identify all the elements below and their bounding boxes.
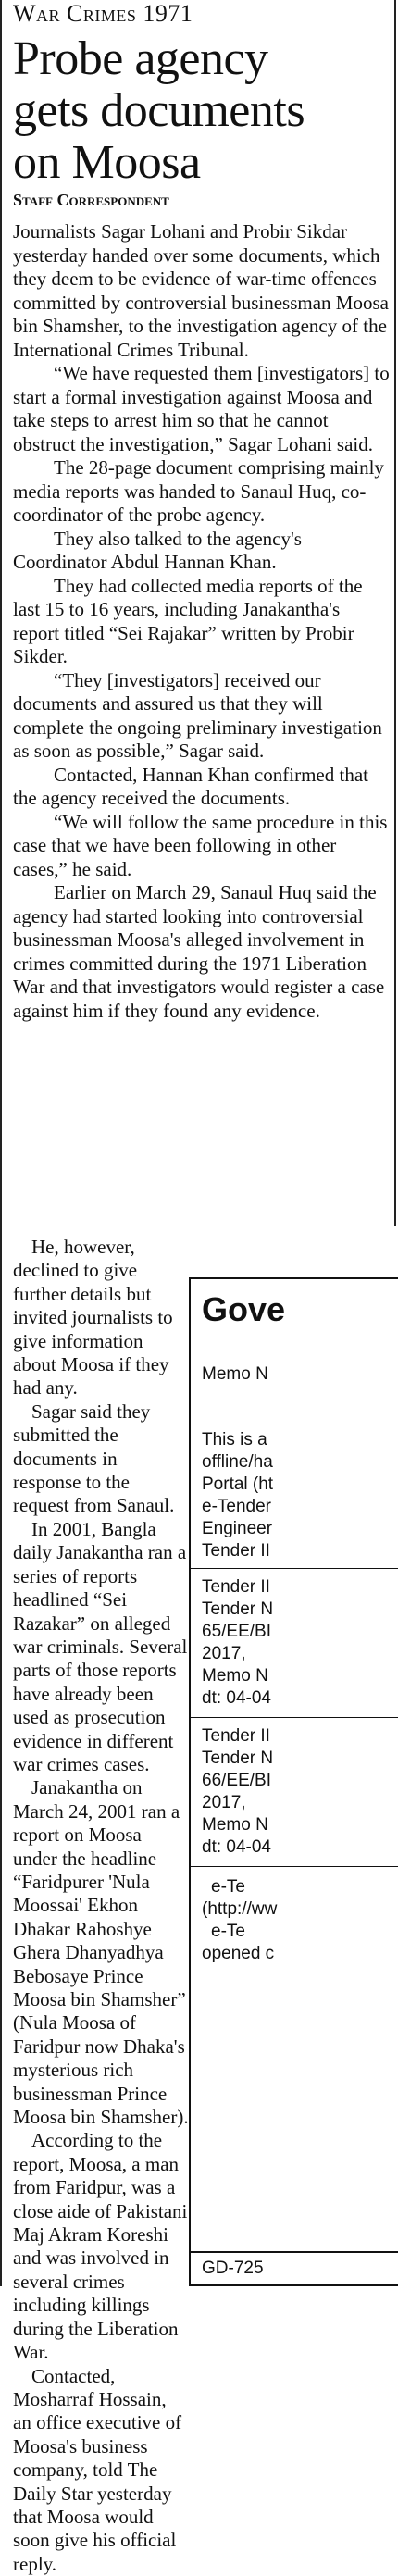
ad-line: Tender N xyxy=(202,1599,398,1621)
ad-line: Tender II xyxy=(202,1540,398,1562)
ad-bottom-notes xyxy=(191,1867,398,1965)
ad-line: 65/EE/BI xyxy=(202,1621,398,1643)
ad-line: Tender N xyxy=(202,1748,398,1770)
article-paragraph: The 28-page document comprising mainly media reports was handed to Sanaul Huq, co-coordinator of the probe agency. xyxy=(13,456,391,528)
byline: Staff Correspondent xyxy=(13,191,391,211)
article-paragraph: Earlier on March 29, Sanaul Huq said the agency had started looking into controversial businessman Moosa's alleged involvement in crimes committed during the 1971 Liberation War and that investigators would register a case against him if they found any evidence. xyxy=(13,881,391,1023)
ad-line: Tender II xyxy=(202,1576,398,1599)
article-paragraph: According to the report, Moosa, a man from Faridpur, was a close aide of Pakistani Maj Akram Koreshi and was involved in several crimes including killings during the Liberation War. xyxy=(13,2129,189,2364)
ad-line: e-Te xyxy=(211,1921,398,1943)
article-paragraph: “We will follow the same procedure in this case that we have been following in other cases,” he said. xyxy=(13,811,391,882)
ad-notice xyxy=(191,1429,398,1568)
ad-line: 2017, xyxy=(202,1792,398,1814)
article-paragraph: Contacted, Hannan Khan confirmed that the agency received the documents. xyxy=(13,764,391,811)
ad-line: dt: 04-04 xyxy=(202,1836,398,1859)
tender-advertisement xyxy=(189,1277,398,2286)
article-paragraph: They also talked to the agency's Coordinator Abdul Hannan Khan. xyxy=(13,528,391,575)
headline-line: gets documents xyxy=(13,84,305,137)
ad-line: Engineer xyxy=(202,1518,398,1540)
ad-tender-box xyxy=(191,1718,398,1867)
article-paragraph: Contacted, Mosharraf Hossain, an office executive of Moosa's business company, told The Daily Star yesterday that Moosa would soon give his official reply. xyxy=(13,2365,189,2576)
ad-line: dt: 04-04 xyxy=(202,1687,398,1710)
headline-line: Probe agency xyxy=(13,32,268,85)
article xyxy=(13,0,391,1023)
article-paragraph: In 2001, Bangla daily Janakantha ran a series of reports headlined “Sei Razakar” on alleged war criminals. Several parts of those reports have already been used as prosecution evidence in different war crimes cases. xyxy=(13,1518,189,1776)
article-paragraph: Journalists Sagar Lohani and Probir Sikdar yesterday handed over some documents, which they deem to be evidence of war-time offences committed by controversial businessman Moosa bin Shamsher, to the investigation agency of the International Crimes Tribunal. xyxy=(13,220,391,362)
headline-line: on Moosa xyxy=(13,136,201,189)
ad-line: 66/EE/BI xyxy=(202,1770,398,1792)
ad-memo: Memo N xyxy=(191,1346,398,1429)
ad-line: Memo N xyxy=(202,1814,398,1836)
article-paragraph: “We have requested them [investigators] to start a formal investigation against Moosa and take steps to arrest him so that he cannot obstruct the investigation,” Sagar Lohani said. xyxy=(13,362,391,456)
ad-footer-code: GD-725 xyxy=(191,2251,398,2284)
ad-line: e-Te xyxy=(211,1876,398,1898)
article-narrow-column xyxy=(13,1236,189,2576)
ad-line: (http://ww xyxy=(202,1898,398,1921)
ad-line: e-Tender xyxy=(202,1496,398,1518)
ad-line: 2017, xyxy=(202,1643,398,1665)
ad-line: Portal (ht xyxy=(202,1474,398,1496)
article-paragraph: Sagar said they submitted the documents in response to the request from Sanaul. xyxy=(13,1400,189,1518)
kicker: War Crimes 1971 xyxy=(13,0,391,28)
left-frame-rule xyxy=(0,0,2,2286)
right-frame-rule xyxy=(394,0,396,1226)
ad-line: Memo N xyxy=(202,1665,398,1687)
article-paragraph: He, however, declined to give further details but invited journalists to give information about Moosa if they had any. xyxy=(13,1236,189,1400)
ad-line: Tender II xyxy=(202,1725,398,1748)
ad-line: opened c xyxy=(202,1943,398,1965)
ad-line: This is a xyxy=(202,1429,398,1451)
ad-tender-box xyxy=(191,1568,398,1718)
ad-title: Gove xyxy=(191,1279,398,1346)
article-paragraph: Janakantha on March 24, 2001 ran a report on Moosa under the headline “Faridpurer 'Nula Moossai' Ekhon Dhakar Rahoshye Ghera Dhanyadhya Bebosaye Prince Moosa bin Shamsher” (Nula Moosa of Faridpur now Dhaka's mysterious rich businessman Prince Moosa bin Shamsher). xyxy=(13,1776,189,2129)
article-paragraph: They had collected media reports of the last 15 to 16 years, including Janakantha's report titled “Sei Rajakar” written by Probir Sikder. xyxy=(13,575,391,669)
ad-line: offline/ha xyxy=(202,1451,398,1474)
headline xyxy=(13,33,391,189)
article-paragraph: “They [investigators] received our documents and assured us that they will complete the ongoing preliminary investigation as soon as possible,” Sagar said. xyxy=(13,669,391,764)
